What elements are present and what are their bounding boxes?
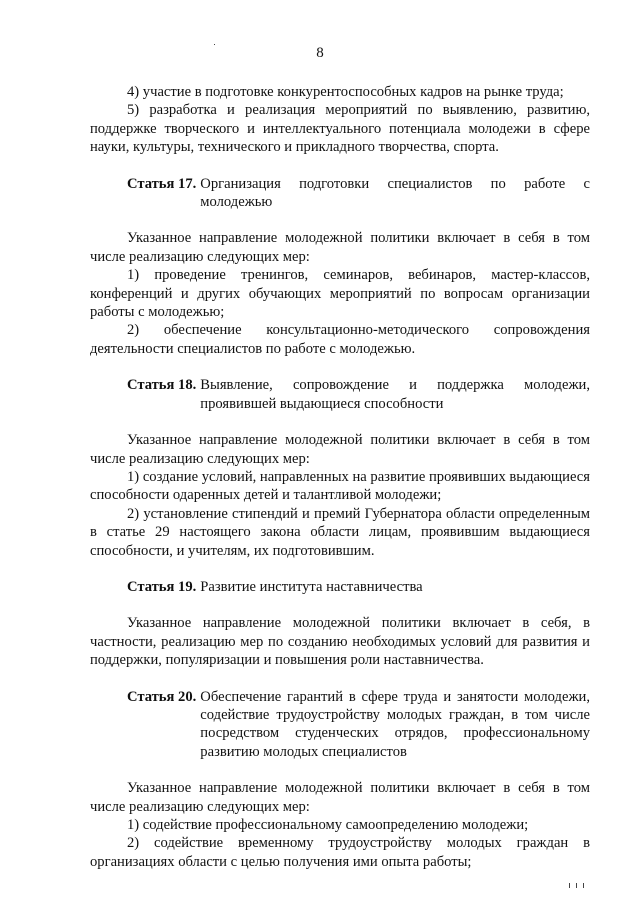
article-title: Развитие института наставничества bbox=[200, 578, 423, 595]
paragraph: Указанное направление молодежной политики включает в себя в том числе реализацию следующих мер: bbox=[90, 432, 590, 467]
list-item: 2) установление стипендий и премий Губернатора области определенным в статье 29 настоящего закона области лицам, проявившим выдающиеся способности, и учителям, их подготовившим. bbox=[90, 505, 590, 559]
article-title: Обеспечение гарантий в сфере труда и занятости молодежи, содействие трудоустройству молодых граждан, в том числе посредством студенческих отрядов, профессиональному развитию молодых специалистов bbox=[200, 688, 590, 760]
article-heading-17 bbox=[90, 175, 590, 212]
list-item: 2) содействие временному трудоустройству молодых граждан в организациях области с целью получения ими опыта работы; bbox=[90, 835, 590, 870]
list-item: 2) обеспечение консультационно-методического сопровождения деятельности специалистов по работе с молодежью. bbox=[90, 322, 590, 357]
article-heading-20 bbox=[90, 688, 590, 762]
document-body bbox=[90, 83, 590, 871]
scan-mark bbox=[569, 877, 584, 895]
article-title: Организация подготовки специалистов по работе с молодежью bbox=[200, 175, 590, 211]
list-item: 4) участие в подготовке конкурентоспособных кадров на рынке труда; bbox=[127, 84, 564, 100]
paragraph: Указанное направление молодежной политики включает в себя в том числе реализацию следующих мер: bbox=[90, 780, 590, 815]
article-heading-18 bbox=[90, 376, 590, 413]
list-item: 1) создание условий, направленных на развитие проявивших выдающиеся способности одаренных детей и талантливой молодежи; bbox=[90, 468, 590, 504]
article-label: Статья 18. bbox=[127, 377, 197, 394]
article-label: Статья 20. bbox=[127, 688, 197, 705]
paragraph: Указанное направление молодежной политики включает в себя в том числе реализацию следующих мер: bbox=[90, 230, 590, 265]
article-heading-19 bbox=[90, 578, 590, 596]
list-item: 1) содействие профессиональному самоопределению молодежи; bbox=[127, 817, 529, 833]
page-number: 8 bbox=[316, 45, 324, 61]
article-title: Выявление, сопровождение и поддержка молодежи, проявившей выдающиеся способности bbox=[200, 377, 590, 412]
paragraph: Указанное направление молодежной политики включает в себя, в частности, реализацию мер по созданию необходимых условий для развития и поддержки, популяризации и повышения роли наставничества. bbox=[90, 615, 590, 669]
article-label: Статья 19. bbox=[127, 578, 197, 595]
list-item: 1) проведение тренингов, семинаров, вебинаров, мастер-классов, конференций и других обучающих мероприятий по вопросам организации работы с молодежью; bbox=[90, 267, 590, 321]
article-label: Статья 17. bbox=[127, 175, 197, 192]
list-item: 5) разработка и реализация мероприятий по выявлению, развитию, поддержке творческого и интеллектуального потенциала молодежи в сфере науки, культуры, технического и прикладного творчества, спорта. bbox=[90, 102, 590, 156]
